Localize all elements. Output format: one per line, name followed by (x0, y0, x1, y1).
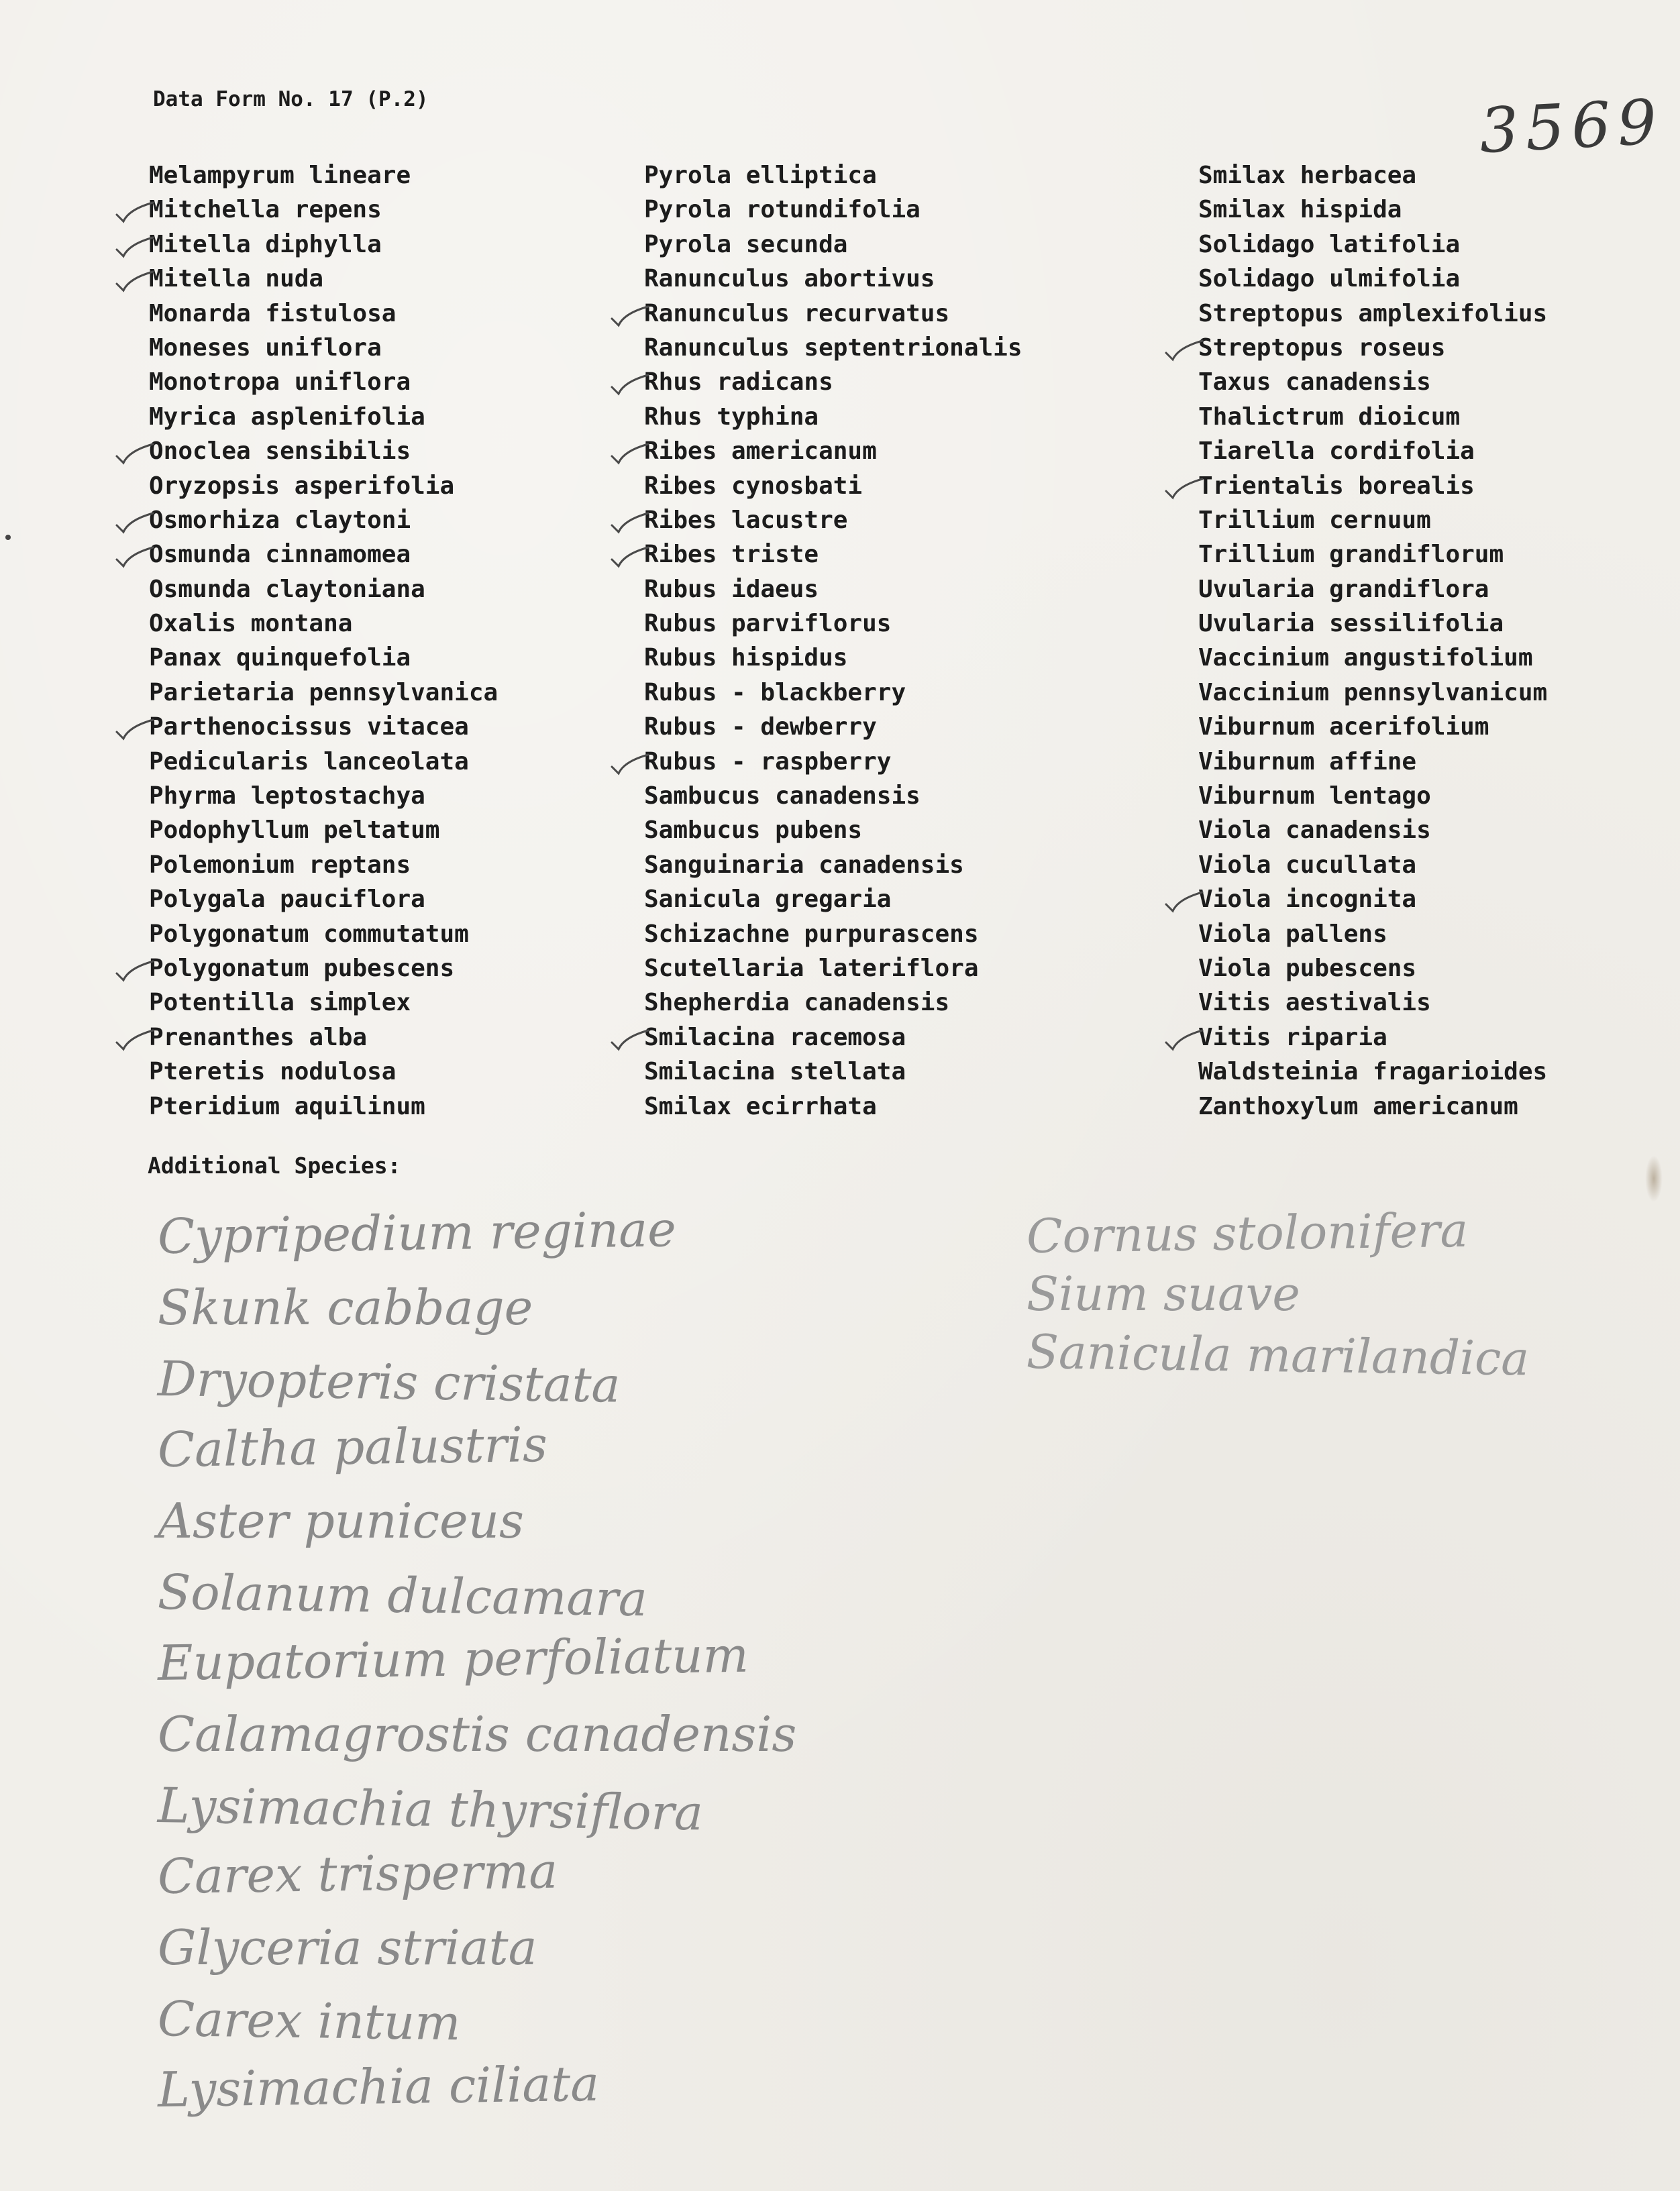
species-name: Smilacina stellata (644, 1058, 906, 1086)
species-entry (149, 469, 498, 503)
species-entry (149, 193, 498, 227)
species-entry (149, 745, 498, 779)
species-entry (1198, 1089, 1547, 1124)
species-entry (149, 676, 498, 710)
species-name: Uvularia sessilifolia (1198, 610, 1504, 638)
species-name: Moneses uniflora (149, 333, 382, 362)
species-name: Viburnum acerifolium (1198, 713, 1489, 741)
checkmark-icon (611, 509, 649, 533)
species-name: Ribes lacustre (644, 506, 848, 534)
species-entry (1198, 779, 1547, 813)
species-name: Pyrola secunda (644, 230, 848, 258)
species-entry (644, 1020, 1022, 1055)
species-name: Rubus idaeus (644, 575, 819, 603)
species-name: Osmorhiza claytoni (149, 506, 411, 534)
species-name: Prenanthes alba (149, 1023, 368, 1051)
species-name: Vitis riparia (1198, 1023, 1387, 1051)
species-entry (1198, 676, 1547, 710)
species-name: Pteretis nodulosa (149, 1058, 397, 1086)
species-entry (149, 1020, 498, 1055)
species-name: Viola canadensis (1198, 816, 1431, 845)
species-entry (1198, 434, 1547, 468)
checkmark-icon (1165, 1026, 1204, 1050)
species-entry (149, 710, 498, 744)
species-name: Tiarella cordifolia (1198, 437, 1475, 466)
species-name: Trientalis borealis (1198, 472, 1475, 500)
checkmark-icon (115, 233, 154, 257)
handwritten-species: Solanum dulcamara (157, 1564, 648, 1627)
species-name: Ribes cynosbati (644, 472, 863, 500)
species-entry (644, 985, 1022, 1020)
checkmark-icon (611, 1026, 649, 1050)
species-entry (1198, 882, 1547, 916)
checkmark-icon (611, 439, 649, 464)
checkmark-icon (611, 750, 649, 774)
species-entry (1198, 917, 1547, 951)
species-name: Vitis aestivalis (1198, 989, 1431, 1017)
handwritten-species-right (1026, 1202, 1530, 1387)
checkmark-icon (115, 198, 154, 222)
species-name: Rubus - raspberry (644, 747, 892, 776)
species-name: Sambucus canadensis (644, 782, 921, 810)
additional-species-label: Additional Species: (148, 1153, 401, 1179)
species-name: Rubus hispidus (644, 644, 848, 672)
species-name: Solidago latifolia (1198, 230, 1461, 258)
species-entry (149, 227, 498, 262)
species-entry (1198, 262, 1547, 296)
species-name: Rhus radicans (644, 368, 833, 396)
species-entry (149, 917, 498, 951)
species-entry (1198, 572, 1547, 606)
species-column-3 (1198, 158, 1547, 1124)
species-name: Phyrma leptostachya (149, 782, 425, 810)
checkmark-icon (115, 957, 154, 981)
species-name: Viola cucullata (1198, 851, 1417, 879)
species-entry (149, 813, 498, 847)
handwritten-species: Carex intum (157, 1990, 462, 2051)
species-name: Streptopus roseus (1198, 333, 1446, 362)
species-entry (1198, 331, 1547, 365)
species-name: Polygonatum pubescens (149, 954, 455, 982)
species-name: Mitchella repens (149, 196, 382, 224)
species-name: Rubus - blackberry (644, 678, 906, 706)
checkmark-icon (1165, 336, 1204, 360)
species-name: Polemonium reptans (149, 851, 411, 879)
species-name: Smilax hispida (1198, 196, 1402, 224)
species-entry (1198, 985, 1547, 1020)
species-name: Ranunculus septentrionalis (644, 333, 1022, 362)
species-column-2 (644, 158, 1022, 1124)
species-entry (149, 331, 498, 365)
species-name: Smilacina racemosa (644, 1023, 906, 1051)
species-name: Parietaria pennsylvanica (149, 678, 498, 706)
species-name: Monotropa uniflora (149, 368, 411, 396)
species-name: Osmunda cinnamomea (149, 541, 411, 569)
species-entry (1198, 848, 1547, 882)
species-name: Monarda fistulosa (149, 299, 397, 327)
checkmark-icon (115, 267, 154, 291)
species-name: Ranunculus recurvatus (644, 299, 950, 327)
species-name: Thalictrum dioicum (1198, 403, 1461, 431)
species-entry (149, 641, 498, 675)
handwritten-species: Caltha palustris (157, 1415, 548, 1478)
species-entry (644, 676, 1022, 710)
species-entry (1198, 606, 1547, 641)
species-entry (1198, 469, 1547, 503)
species-entry (1198, 710, 1547, 744)
species-entry (1198, 641, 1547, 675)
handwritten-species: Lysimachia ciliata (157, 2055, 600, 2118)
species-entry (149, 503, 498, 537)
species-entry (644, 572, 1022, 606)
species-name: Rhus typhina (644, 403, 819, 431)
species-entry (1198, 158, 1547, 193)
species-entry (149, 1089, 498, 1124)
species-entry (644, 193, 1022, 227)
handwritten-species: Cypripedium reginae (157, 1201, 677, 1265)
species-name: Ribes triste (644, 541, 819, 569)
species-name: Sanguinaria canadensis (644, 851, 964, 879)
species-name: Viola pubescens (1198, 954, 1417, 982)
handwritten-species: Dryopteris cristata (157, 1350, 621, 1413)
species-entry (149, 572, 498, 606)
species-name: Polygonatum commutatum (149, 920, 469, 948)
species-name: Sambucus pubens (644, 816, 863, 845)
checkmark-icon (115, 1026, 154, 1050)
species-entry (644, 951, 1022, 985)
species-entry (149, 400, 498, 434)
species-entry (1198, 503, 1547, 537)
ink-dot (5, 535, 11, 540)
species-name: Pyrola rotundifolia (644, 196, 921, 224)
handwritten-species: Eupatorium perfoliatum (157, 1626, 749, 1691)
species-entry (1198, 1020, 1547, 1055)
species-name: Viola pallens (1198, 920, 1387, 948)
species-entry (149, 365, 498, 399)
handwritten-species: Cornus stolonifera (1026, 1202, 1469, 1264)
species-entry (644, 641, 1022, 675)
species-entry (149, 262, 498, 296)
species-name: Solidago ulmifolia (1198, 265, 1461, 293)
species-entry (149, 848, 498, 882)
species-name: Schizachne purpurascens (644, 920, 979, 948)
species-name: Smilax ecirrhata (644, 1092, 877, 1120)
checkmark-icon (611, 302, 649, 326)
species-entry (1198, 297, 1547, 331)
species-name: Vaccinium pennsylvanicum (1198, 678, 1548, 706)
species-entry (644, 917, 1022, 951)
species-name: Oryzopsis asperifolia (149, 472, 455, 500)
checkmark-icon (611, 370, 649, 394)
species-entry (644, 710, 1022, 744)
species-name: Oxalis montana (149, 610, 353, 638)
species-entry (644, 469, 1022, 503)
species-entry (644, 537, 1022, 572)
species-entry (644, 848, 1022, 882)
species-name: Podophyllum peltatum (149, 816, 440, 845)
species-entry (149, 985, 498, 1020)
species-name: Pteridium aquilinum (149, 1092, 425, 1120)
species-name: Onoclea sensibilis (149, 437, 411, 466)
species-entry (149, 434, 498, 468)
species-entry (1198, 1055, 1547, 1089)
species-entry (1198, 745, 1547, 779)
species-name: Viburnum affine (1198, 747, 1417, 776)
species-name: Osmunda claytoniana (149, 575, 425, 603)
species-name: Pedicularis lanceolata (149, 747, 469, 776)
species-name: Viola incognita (1198, 886, 1417, 914)
species-entry (149, 1055, 498, 1089)
species-entry (644, 262, 1022, 296)
species-column-1 (149, 158, 498, 1124)
handwritten-species: Skunk cabbage (158, 1279, 533, 1336)
species-entry (644, 331, 1022, 365)
species-name: Scutellaria lateriflora (644, 954, 979, 982)
species-entry (1198, 227, 1547, 262)
species-entry (1198, 813, 1547, 847)
species-entry (644, 779, 1022, 813)
species-name: Potentilla simplex (149, 989, 411, 1017)
handwritten-species: Calamagrostis canadensis (158, 1706, 797, 1762)
species-name: Sanicula gregaria (644, 886, 892, 914)
checkmark-icon (1165, 888, 1204, 912)
species-entry (1198, 365, 1547, 399)
species-name: Pyrola elliptica (644, 162, 877, 189)
species-name: Zanthoxylum americanum (1198, 1092, 1518, 1120)
species-name: Uvularia grandiflora (1198, 575, 1489, 603)
species-name: Streptopus amplexifolius (1198, 299, 1548, 327)
checkmark-icon (115, 543, 154, 567)
species-entry (1198, 537, 1547, 572)
handwritten-species: Lysimachia thyrsiflora (157, 1777, 704, 1841)
species-entry (644, 882, 1022, 916)
species-name: Parthenocissus vitacea (149, 713, 469, 741)
form-header: Data Form No. 17 (P.2) (153, 87, 429, 111)
species-entry (644, 227, 1022, 262)
species-entry (644, 1089, 1022, 1124)
species-name: Mitella diphylla (149, 230, 382, 258)
species-entry (644, 297, 1022, 331)
species-entry (644, 606, 1022, 641)
species-entry (644, 503, 1022, 537)
species-name: Ranunculus abortivus (644, 265, 935, 293)
species-name: Viburnum lentago (1198, 782, 1431, 810)
species-name: Trillium grandiflorum (1198, 541, 1504, 569)
species-entry (149, 297, 498, 331)
species-name: Vaccinium angustifolium (1198, 644, 1533, 672)
species-entry (644, 813, 1022, 847)
species-entry (149, 882, 498, 916)
species-entry (1198, 400, 1547, 434)
species-name: Shepherdia canadensis (644, 989, 950, 1017)
species-name: Rubus parviflorus (644, 610, 892, 638)
checkmark-icon (1165, 474, 1204, 498)
species-entry (1198, 951, 1547, 985)
species-name: Trillium cernuum (1198, 506, 1431, 534)
species-entry (644, 158, 1022, 193)
species-name: Mitella nuda (149, 265, 324, 293)
handwritten-species: Carex trisperma (157, 1842, 558, 1905)
species-name: Myrica asplenifolia (149, 403, 425, 431)
handwritten-species: Sanicula marilandica (1026, 1324, 1530, 1387)
handwritten-species: Glyceria striata (158, 1919, 537, 1976)
species-entry (644, 745, 1022, 779)
species-entry (149, 606, 498, 641)
species-entry (644, 434, 1022, 468)
species-name: Ribes americanum (644, 437, 877, 466)
species-entry (149, 537, 498, 572)
species-entry (149, 158, 498, 193)
species-name: Taxus canadensis (1198, 368, 1431, 396)
checkmark-icon (611, 543, 649, 567)
species-entry (149, 951, 498, 985)
checkmark-icon (115, 715, 154, 739)
species-name: Smilax herbacea (1198, 162, 1417, 189)
species-entry (644, 1055, 1022, 1089)
species-name: Panax quinquefolia (149, 644, 411, 672)
handwritten-species: Aster puniceus (158, 1493, 524, 1549)
species-entry (644, 400, 1022, 434)
species-entry (149, 779, 498, 813)
species-entry (644, 365, 1022, 399)
paper-stain (1645, 1155, 1663, 1202)
species-name: Waldsteinia fragarioides (1198, 1058, 1548, 1086)
checkmark-icon (115, 439, 154, 464)
checkmark-icon (115, 509, 154, 533)
page-number: 3569 (1477, 85, 1665, 168)
species-name: Polygala pauciflora (149, 886, 425, 914)
handwritten-species: Sium suave (1027, 1267, 1300, 1322)
handwritten-species-left (158, 1201, 796, 2125)
species-entry (1198, 193, 1547, 227)
species-name: Melampyrum lineare (149, 162, 411, 189)
species-name: Rubus - dewberry (644, 713, 877, 741)
